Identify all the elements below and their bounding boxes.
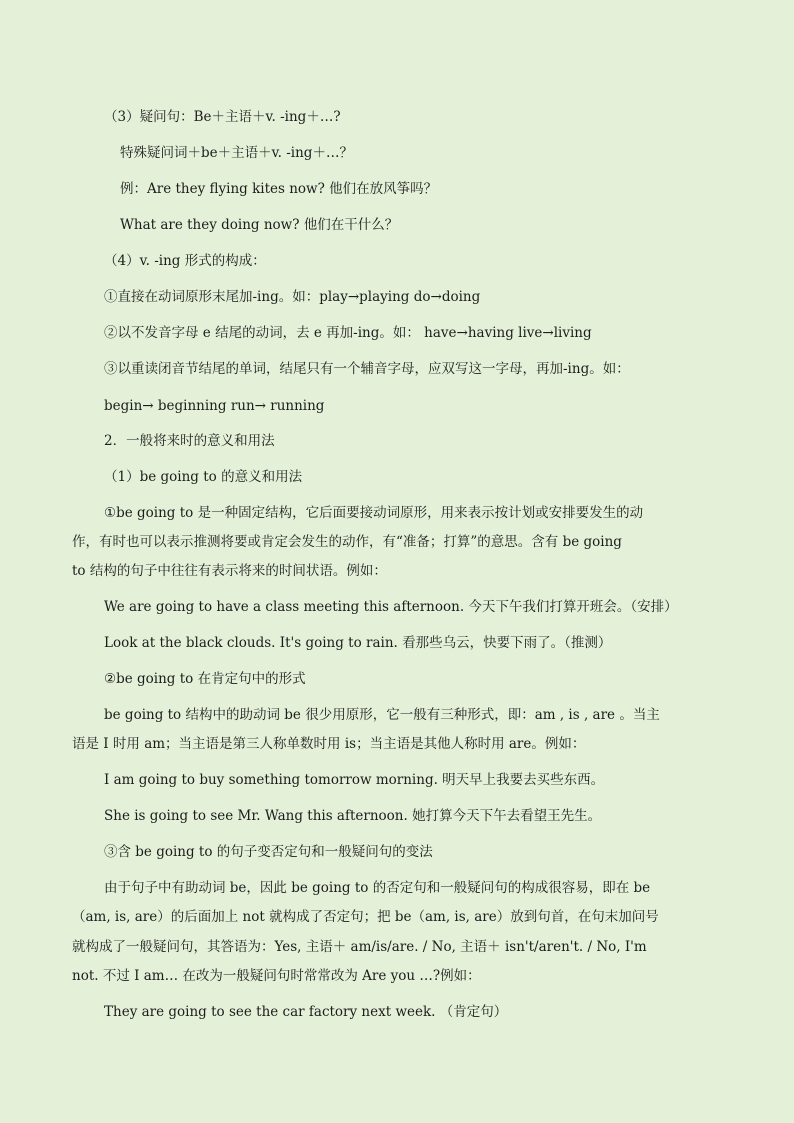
example-prediction: Look at the black clouds. It's going to rain. 看那些乌云，快要下雨了。（推测） [104, 635, 612, 651]
ing-form-heading: （4）v. -ing 形式的构成： [104, 253, 266, 269]
example-car-factory: They are going to see the car factory next week. （肯定句） [104, 1004, 508, 1020]
ing-rule-1: ①直接在动词原形末尾加-ing。如：play→playing do→doing [104, 289, 481, 305]
example-visit: She is going to see Mr. Wang this afternoon. 她打算今天下午去看望王先生。 [104, 808, 602, 824]
special-question-structure: 特殊疑问词＋be＋主语＋v. -ing＋…？ [120, 145, 353, 161]
be-going-to-heading: （1）be going to 的意义和用法 [104, 469, 303, 485]
be-going-to-para-3: to 结构的句子中往往有表示将来的时间状语。例如： [72, 563, 387, 579]
negative-question-heading: ③含 be going to 的句子变否定句和一般疑问句的变法 [104, 844, 433, 860]
example-buy: I am going to buy something tomorrow morning. 明天早上我要去买些东西。 [104, 772, 605, 788]
example-plan: We are going to have a class meeting this afternoon. 今天下午我们打算开班会。（安排） [104, 599, 678, 615]
ing-rule-2: ②以不发音字母 e 结尾的动词，去 e 再加-ing。如： have→having live→living [104, 325, 592, 341]
be-going-to-para-1: ①be going to 是一种固定结构，它后面要接动词原形，用来表示按计划或安排要发生的动 [104, 505, 644, 521]
negative-para-1: 由于句子中有助动词 be，因此 be going to 的否定句和一般疑问句的构成很容易，即在 be [104, 880, 651, 896]
affirmative-form-heading: ②be going to 在肯定句中的形式 [104, 671, 306, 687]
ing-rule-3: ③以重读闭音节结尾的单词，结尾只有一个辅音字母，应双写这一字母，再加-ing。如： [104, 361, 630, 377]
ing-rule-3-examples: begin→ beginning run→ running [104, 398, 325, 414]
section-2-heading: 2．一般将来时的意义和用法 [104, 433, 275, 449]
negative-para-2: （am, is, are）的后面加上 not 就构成了否定句；把 be（am, is, are）放到句首，在句末加问号 [72, 909, 659, 925]
negative-para-3: 就构成了一般疑问句，其答语为：Yes, 主语＋ am/is/are. / No, 主语＋ isn't/aren't. / No, I'm [72, 939, 647, 955]
question-structure-heading: （3）疑问句：Be＋主语＋v. -ing＋…? [104, 109, 341, 125]
example-sentence-1: 例：Are they flying kites now? 他们在放风筝吗？ [120, 181, 438, 197]
negative-para-4: not. 不过 I am… 在改为一般疑问句时常常改为 Are you …?例如： [72, 968, 481, 984]
example-sentence-2: What are they doing now? 他们在干什么？ [120, 217, 399, 233]
affirmative-para-1: be going to 结构中的助动词 be 很少用原形，它一般有三种形式，即：am , is , are 。当主 [104, 707, 660, 723]
be-going-to-para-2: 作，有时也可以表示推测将要或肯定会发生的动作，有“准备；打算”的意思。含有 be going [72, 534, 622, 550]
affirmative-para-2: 语是 I 时用 am；当主语是第三人称单数时用 is；当主语是其他人称时用 are。例如： [72, 736, 586, 752]
